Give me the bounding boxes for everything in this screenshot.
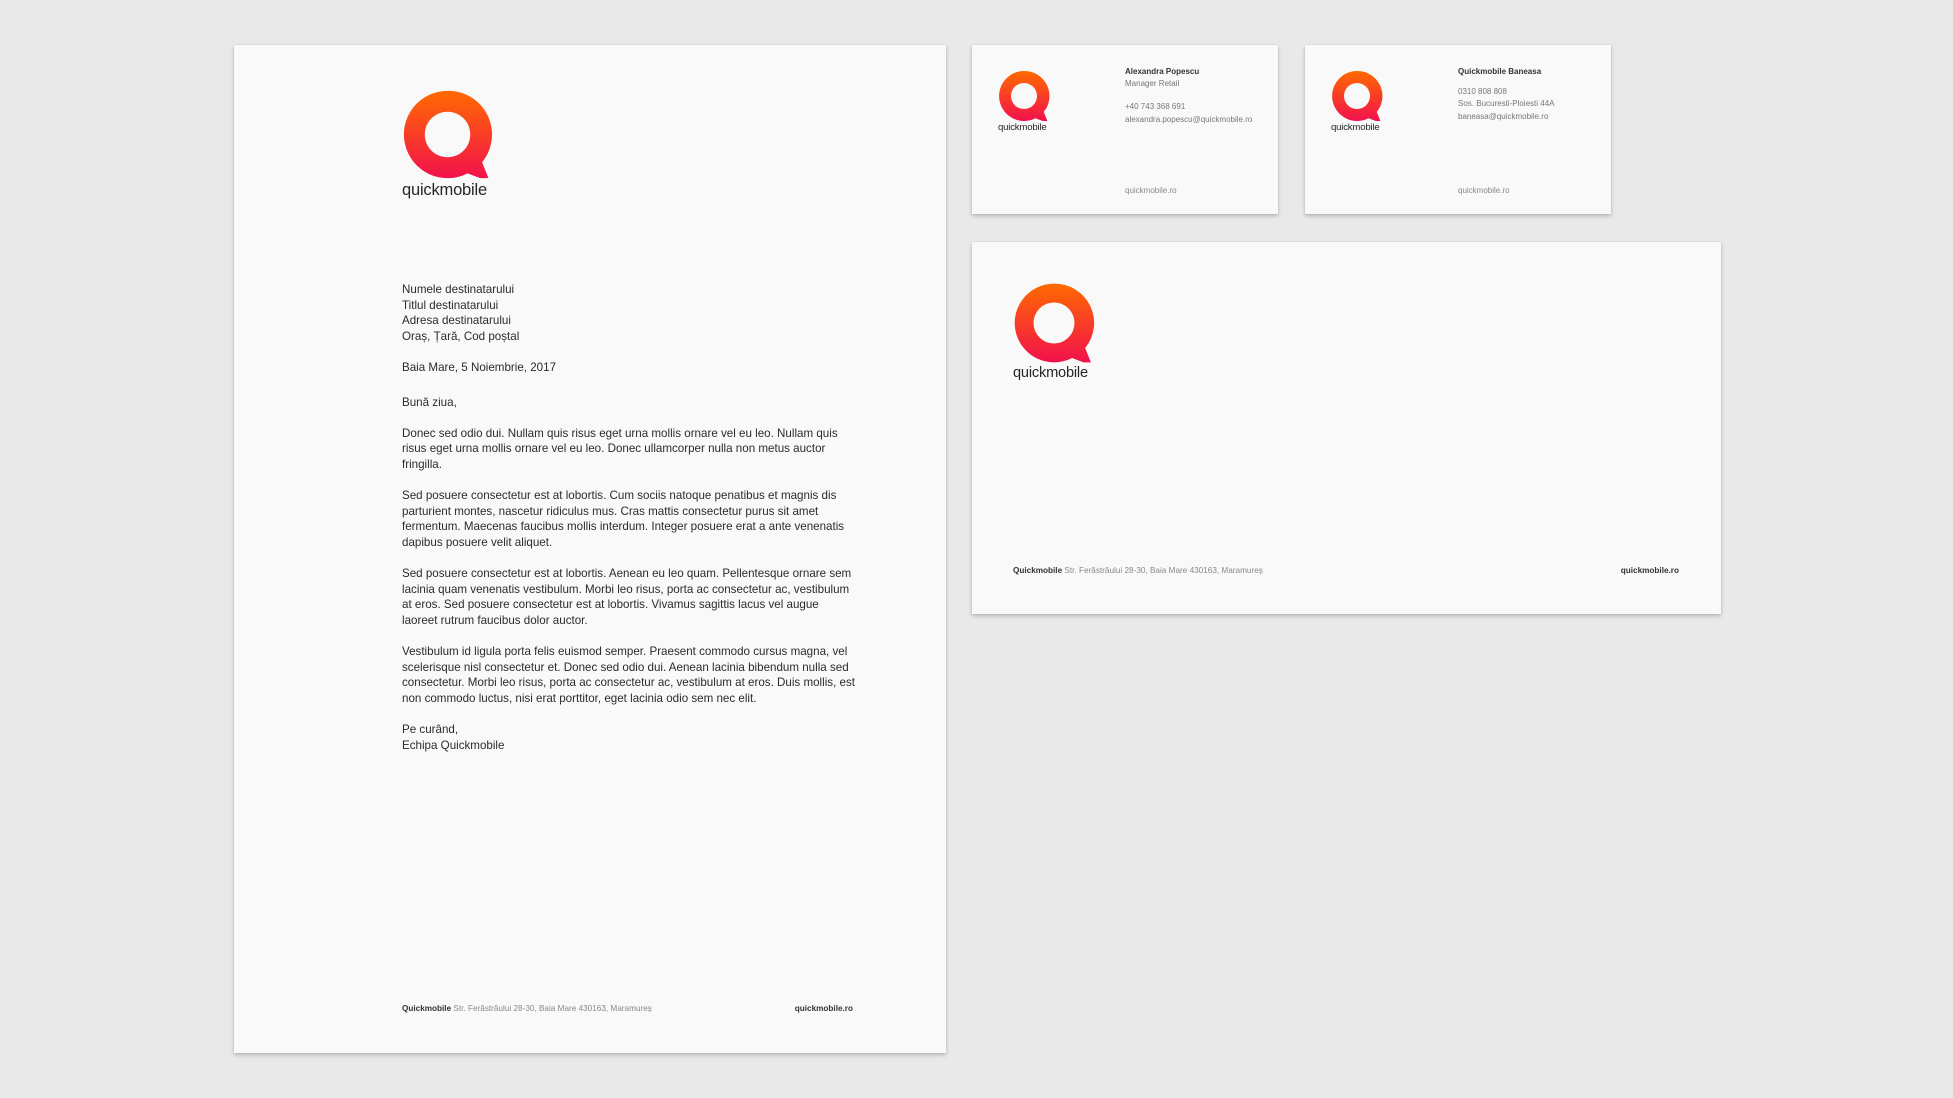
card-title: Manager Retail bbox=[1125, 79, 1180, 89]
envelope-footer-url: quickmobile.ro bbox=[1620, 566, 1679, 575]
letter-paragraph: Vestibulum id ligula porta felis euismod semper. Praesent commodo cursus magna, vel scelerisque nisl consectetur et. Donec sed odio dui. Aenean lacinia bibendum nulla sed consectetur. Morbi leo risus, porta ac consectetur ac, vestibulum at eros. Duis mollis, est non commodo luctus, nisi erat porttitor, eget lacinia odio sem nec elit. bbox=[402, 645, 855, 705]
footer-company: Quickmobile bbox=[1013, 566, 1063, 575]
letter-footer-url: quickmobile.ro bbox=[794, 1004, 853, 1013]
letter-body bbox=[402, 282, 857, 769]
card-contact-info bbox=[1458, 66, 1555, 123]
letter-paragraph: Donec sed odio dui. Nullam quis risus eget urna mollis ornare vel eu leo. Nullam quis risus eget urna mollis ornare vel eu leo. Donec ullamcorper nulla non metus auctor fringilla. bbox=[402, 426, 838, 471]
card-name: Quickmobile Baneasa bbox=[1458, 67, 1542, 76]
card-url: quickmobile.ro bbox=[1125, 186, 1177, 195]
card-phone: 0310 808 808 bbox=[1458, 87, 1507, 97]
recipient-name: Numele destinatarului bbox=[402, 283, 515, 296]
brand-logo bbox=[402, 89, 493, 200]
letter-greeting: Bună ziua, bbox=[402, 395, 457, 409]
brand-wordmark: quickmobile bbox=[402, 181, 487, 199]
card-email: alexandra.popescu@quickmobile.ro bbox=[1125, 114, 1253, 124]
letter-footer-address bbox=[402, 1004, 652, 1013]
brand-logo bbox=[998, 70, 1050, 133]
brand-logo bbox=[1013, 282, 1095, 381]
brand-wordmark: quickmobile bbox=[1013, 365, 1088, 381]
letter-closing: Pe curând, bbox=[402, 723, 459, 737]
recipient-block bbox=[402, 282, 857, 344]
brand-wordmark: quickmobile bbox=[998, 122, 1047, 133]
q-logo-icon bbox=[998, 70, 1050, 122]
recipient-city: Oraș, Țară, Cod poștal bbox=[402, 329, 520, 343]
card-contact-info bbox=[1125, 66, 1252, 126]
q-logo-icon bbox=[1331, 70, 1383, 122]
brand-logo bbox=[1331, 70, 1383, 133]
footer-address: Str. Ferăstrăului 28-30, Baia Mare 430163, Maramureș bbox=[453, 1004, 652, 1013]
business-card-store bbox=[1305, 45, 1611, 214]
letter-paragraph: Sed posuere consectetur est at lobortis. Aenean eu leo quam. Pellentesque ornare sem lacinia quam venenatis vestibulum. Morbi leo risus, porta ac consectetur ac, vestibulum at eros. Sed posuere consectetur est at lobortis. Vivamus sagittis lacus vel augue laoreet rutrum faucibus dolor auctor. bbox=[402, 567, 852, 627]
letter-signoff bbox=[402, 722, 857, 753]
letter-signature: Echipa Quickmobile bbox=[402, 738, 505, 752]
recipient-address: Adresa destinatarului bbox=[402, 314, 511, 328]
footer-company: Quickmobile bbox=[402, 1004, 452, 1013]
card-url: quickmobile.ro bbox=[1458, 186, 1510, 195]
envelope-footer-address bbox=[1013, 566, 1263, 575]
recipient-title: Titlul destinatarului bbox=[402, 298, 499, 312]
card-address: Sos. Bucuresti-Ploiesti 44A bbox=[1458, 99, 1555, 109]
letterhead-sheet bbox=[234, 45, 946, 1053]
q-logo-icon bbox=[1013, 282, 1095, 364]
q-logo-icon bbox=[402, 89, 493, 180]
envelope-sheet bbox=[972, 242, 1721, 614]
brand-wordmark: quickmobile bbox=[1331, 122, 1380, 133]
letter-paragraph: Sed posuere consectetur est at lobortis. Cum sociis natoque penatibus et magnis dis parturient montes, nascetur ridiculus mus. Cras mattis consectetur purus sit amet fermentum. Maecenas faucibus mollis interdum. Integer posuere erat a ante venenatis dapibus posuere velit aliquet. bbox=[402, 489, 845, 549]
card-name: Alexandra Popescu bbox=[1125, 67, 1200, 76]
card-email: baneasa@quickmobile.ro bbox=[1458, 111, 1549, 121]
business-card-personal bbox=[972, 45, 1278, 214]
footer-address: Str. Ferăstrăului 28-30, Baia Mare 430163, Maramureș bbox=[1064, 566, 1263, 575]
letter-date: Baia Mare, 5 Noiembrie, 2017 bbox=[402, 360, 557, 374]
card-phone: +40 743 368 691 bbox=[1125, 102, 1186, 112]
